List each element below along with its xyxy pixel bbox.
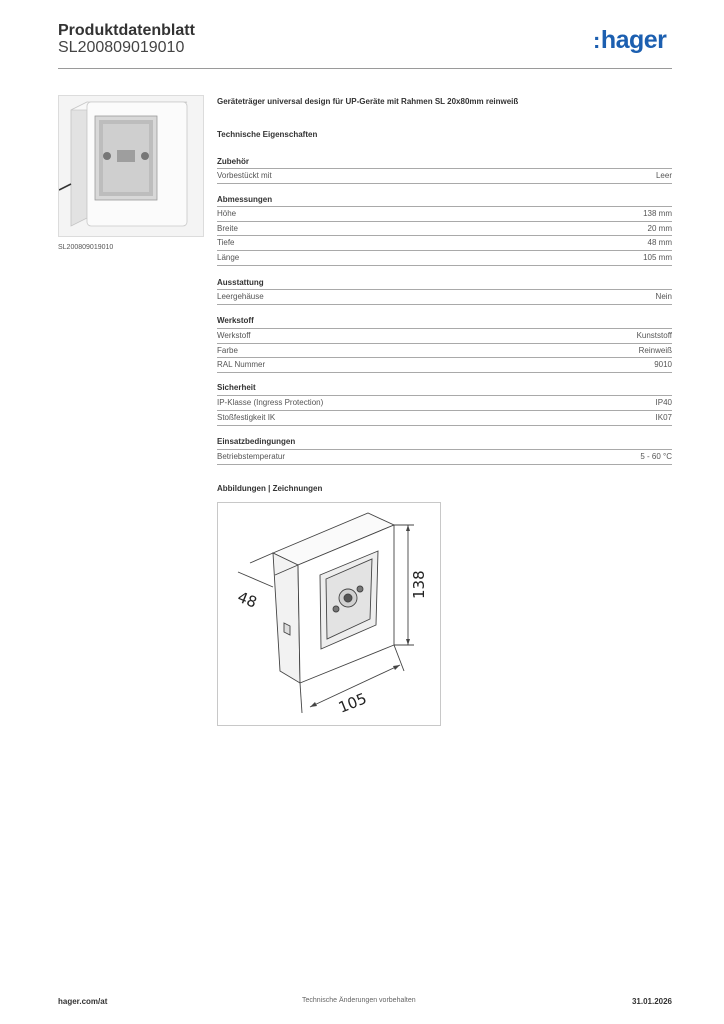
logo-colon: : bbox=[593, 28, 600, 53]
spec-label: Höhe bbox=[217, 209, 237, 218]
drawings-heading: Abbildungen | Zeichnungen bbox=[217, 484, 323, 493]
technical-properties-heading: Technische Eigenschaften bbox=[217, 130, 318, 139]
spec-row bbox=[217, 357, 672, 373]
spec-label: Betriebstemperatur bbox=[217, 452, 286, 461]
section-title-dimensions: Abmessungen bbox=[217, 195, 273, 204]
spec-value: IP40 bbox=[655, 398, 672, 407]
spec-value: 105 mm bbox=[643, 253, 672, 262]
spec-value: Kunststoff bbox=[636, 331, 672, 340]
spec-value: 20 mm bbox=[647, 224, 672, 233]
logo-text: hager bbox=[600, 26, 667, 54]
spec-label: Vorbestückt mit bbox=[217, 171, 272, 180]
spec-row bbox=[217, 221, 672, 236]
section-title-operating-conditions: Einsatzbedingungen bbox=[217, 437, 296, 446]
spec-value: 9010 bbox=[654, 360, 672, 369]
spec-label: IP-Klasse (Ingress Protection) bbox=[217, 398, 324, 407]
section-title-equipment: Ausstattung bbox=[217, 278, 264, 287]
article-number: SL200809019010 bbox=[58, 39, 185, 56]
spec-value: Reinweiß bbox=[638, 346, 672, 355]
spec-label: Länge bbox=[217, 253, 240, 262]
spec-value: 5 - 60 °C bbox=[640, 452, 672, 461]
spec-label: Werkstoff bbox=[217, 331, 251, 340]
footer-disclaimer: Technische Änderungen vorbehalten bbox=[302, 997, 416, 1004]
spec-row bbox=[217, 250, 672, 266]
spec-value: 138 mm bbox=[643, 209, 672, 218]
product-image bbox=[58, 95, 204, 237]
dimension-length-label: 105 bbox=[335, 689, 370, 717]
image-caption: SL200809019010 bbox=[58, 244, 114, 251]
spec-row bbox=[217, 168, 672, 184]
spec-label: Farbe bbox=[217, 346, 238, 355]
spec-row bbox=[217, 206, 672, 221]
dimension-depth-label: 48 bbox=[234, 587, 260, 612]
footer-date: 31.01.2026 bbox=[631, 997, 672, 1006]
spec-row bbox=[217, 449, 672, 465]
footer-website: hager.com/at bbox=[58, 997, 108, 1006]
spec-value: Nein bbox=[655, 292, 672, 301]
product-photo-illustration bbox=[59, 96, 203, 236]
spec-row bbox=[217, 395, 672, 410]
dimension-height-label: 138 bbox=[410, 570, 428, 599]
spec-row bbox=[217, 235, 672, 250]
spec-row bbox=[217, 343, 672, 358]
spec-label: Breite bbox=[217, 224, 238, 233]
dimension-drawing bbox=[218, 503, 440, 725]
spec-label: Tiefe bbox=[217, 238, 235, 247]
page-title: Produktdatenblatt bbox=[58, 22, 195, 39]
spec-value: 48 mm bbox=[647, 238, 672, 247]
spec-row bbox=[217, 289, 672, 305]
spec-row bbox=[217, 328, 672, 343]
spec-row bbox=[217, 410, 672, 426]
section-title-accessories: Zubehör bbox=[217, 157, 249, 166]
spec-label: RAL Nummer bbox=[217, 360, 266, 369]
technical-drawing bbox=[217, 502, 441, 726]
spec-label: Leergehäuse bbox=[217, 292, 264, 301]
section-title-material: Werkstoff bbox=[217, 316, 254, 325]
section-title-safety: Sicherheit bbox=[217, 383, 256, 392]
spec-value: Leer bbox=[655, 171, 672, 180]
spec-label: Stoßfestigkeit IK bbox=[217, 413, 276, 422]
hager-logo bbox=[593, 26, 666, 55]
header-divider bbox=[58, 68, 672, 69]
spec-value: IK07 bbox=[655, 413, 672, 422]
product-description: Geräteträger universal design für UP-Geräte mit Rahmen SL 20x80mm reinweiß bbox=[217, 97, 519, 106]
